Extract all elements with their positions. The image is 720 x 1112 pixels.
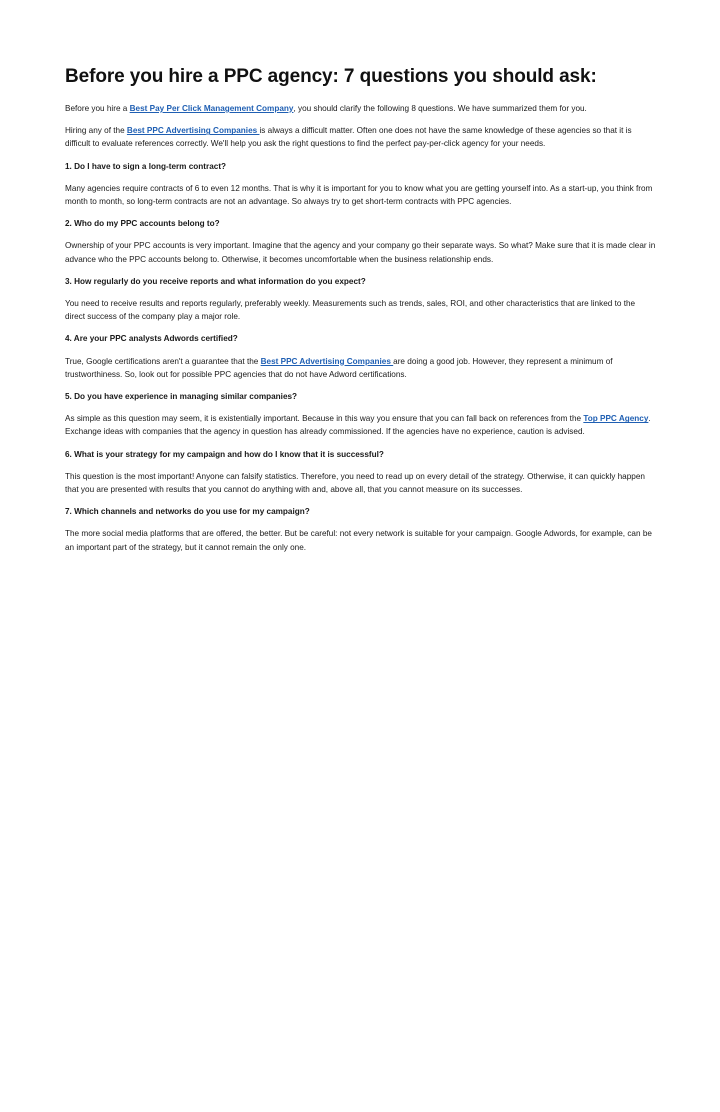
intro-text-before: Before you hire a: [65, 104, 130, 113]
best-ppc-advertising-link-2[interactable]: Best PPC Advertising Companies: [260, 356, 394, 366]
answer-2-paragraph: Ownership of your PPC accounts is very important. Imagine that the agency and your company go their separate ways. So what? Make sure that it is made clear in advance who the PPC accounts belong to. Otherwise, it becomes uncomfortable when the business relationship ends.: [65, 241, 656, 264]
question-6-heading: 6. What is your strategy for my campaign and how do I know that it is successful?: [65, 449, 384, 459]
answer-1-paragraph: Many agencies require contracts of 6 to even 12 months. That is why it is important for you to know what you are getting yourself into. As a start-up, you think from month to month, so long-term contracts are not an advantage. So always try to get short-term contracts with PPC agencies.: [65, 183, 653, 207]
hiring-paragraph: [65, 124, 657, 150]
intro-paragraph: [65, 102, 657, 115]
answer-6-paragraph: This question is the most important! Anyone can falsify statistics. Therefore, you need to read up on every detail of the strategy. Otherwise, it can quickly happen that you are presented with results that you cannot do anything with and, above all, that you cannot measure on its successes.: [65, 471, 645, 495]
answer-3-paragraph: You need to receive results and reports regularly, preferably weekly. Measurements such as trends, sales, ROI, and other characteristics that are linked to the direct success of the company play a major role.: [65, 299, 636, 322]
best-ppc-advertising-link[interactable]: Best PPC Advertising Companies: [126, 126, 260, 136]
hiring-text-after: is always a difficult matter. Often one does not have the same knowledge of these agencies so that it is difficult to evaluate references correctly. We'll help you ask the right questions to find the perfect pay-per-click agency for your needs.: [65, 126, 632, 149]
answer-5-paragraph: [65, 412, 657, 438]
answer-5-text-after: . Exchange ideas with companies that the agency in question has already commissioned. If the agencies have no experience, caution is advised.: [65, 414, 651, 437]
question-5-heading: 5. Do you have experience in managing similar companies?: [65, 392, 298, 402]
answer-4-text-before: True, Google certifications aren't a guarantee that the: [65, 356, 261, 366]
question-1-heading: 1. Do I have to sign a long-term contract?: [65, 161, 227, 171]
document-page: [65, 64, 657, 563]
question-7-heading: 7. Which channels and networks do you use for my campaign?: [65, 507, 310, 517]
page-title: Before you hire a PPC agency: 7 questions you should ask:: [65, 66, 597, 87]
top-ppc-agency-link[interactable]: Top PPC Agency: [583, 414, 649, 424]
intro-text-after: , you should clarify the following 8 questions. We have summarized them for you.: [293, 104, 587, 113]
question-3-heading: 3. How regularly do you receive reports and what information do you expect?: [65, 276, 366, 286]
answer-5-text-before: As simple as this question may seem, it is existentially important. Because in this way you ensure that you can fall back on references from the: [65, 414, 584, 424]
question-2-heading: 2. Who do my PPC accounts belong to?: [65, 219, 220, 229]
answer-4-text-after: are doing a good job. However, they represent a minimum of trustworthiness. So, look out for possible PPC agencies that do not have Adword certifications.: [65, 356, 613, 379]
answer-4-paragraph: [65, 355, 657, 381]
question-4-heading: 4. Are your PPC analysts Adwords certified?: [65, 334, 238, 344]
hiring-text-before: Hiring any of the: [65, 126, 127, 136]
best-pay-per-click-link[interactable]: Best Pay Per Click Management Company: [129, 104, 294, 113]
answer-7-paragraph: The more social media platforms that are offered, the better. But be careful: not every network is suitable for your campaign. Google Adwords, for example, can be an important part of the strategy, but it cannot remain the only one.: [65, 529, 652, 552]
